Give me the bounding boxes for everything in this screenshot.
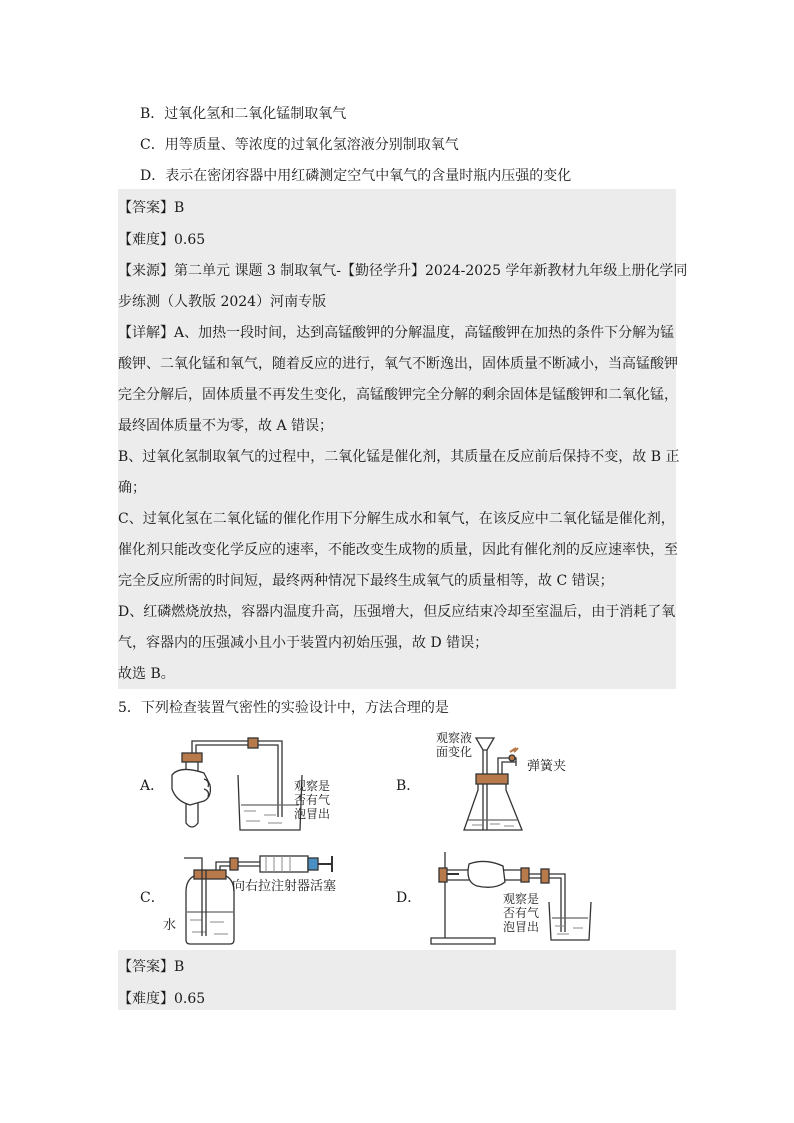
- q4-detail-line-8: 催化剂只能改变化学反应的速率，不能改变生成物的质量，因此有催化剂的反应速率快，至: [118, 542, 678, 558]
- q4-detail-line-6: 确；: [118, 480, 146, 496]
- fig-a-note-line-2: 否有气: [294, 793, 331, 807]
- q4-detail-line-1: 【详解】A、加热一段时间，达到高锰酸钾的分解温度，高锰酸钾在加热的条件下分解为锰: [118, 325, 675, 341]
- option-c: C．用等质量、等浓度的过氧化氢溶液分别制取氧气: [140, 137, 459, 153]
- fig-a-label: A．: [140, 778, 165, 794]
- q5-difficulty: 【难度】0.65: [118, 991, 206, 1007]
- q4-detail-line-9: 完全反应所需的时间短，最终两种情况下最终生成氧气的质量相等，故 C 错误；: [118, 573, 614, 589]
- q4-detail-line-10: D、红磷燃烧放热，容器内温度升高，压强增大，但反应结束冷却至室温后，由于消耗了氧: [118, 604, 676, 620]
- q4-detail-line-5: B、过氧化氢制取氧气的过程中，二氧化锰是催化剂，其质量在反应前后保持不变，故 B 正: [118, 449, 680, 465]
- fig-a-note: [294, 779, 330, 821]
- fig-d-note-line-2: 否有气: [503, 906, 540, 920]
- fig-a-note-line-1: 观察是: [294, 779, 331, 793]
- fig-c-note-left: 水: [163, 918, 177, 933]
- fig-b-label: B．: [396, 778, 421, 794]
- q4-source-line-2: 步练测（人教版 2024）河南专版: [118, 294, 327, 310]
- q4-answer: 【答案】B: [118, 200, 185, 216]
- fig-b-note-right: 弹簧夹: [527, 759, 567, 774]
- fig-d-note-line-1: 观察是: [503, 892, 540, 906]
- fig-a-note-line-3: 泡冒出: [294, 807, 331, 821]
- fig-b-apparatus: [460, 730, 550, 838]
- q4-explanation-block: [118, 189, 688, 689]
- q4-difficulty: 【难度】0.65: [118, 232, 206, 248]
- fig-b-note-left-line-1: 观察液: [436, 731, 473, 745]
- q4-detail-line-4: 最终固体质量不为零，故 A 错误；: [118, 418, 334, 434]
- fig-d-note: [503, 892, 539, 934]
- q4-source-line-1: 【来源】第二单元 课题 3 制取氧气-【勤径学升】2024-2025 学年新教材九年级上册化学同: [118, 263, 688, 279]
- q4-detail-line-2: 酸钾、二氧化锰和氧气，随着反应的进行，氧气不断逸出，固体质量不断减小，当高锰酸钾: [118, 356, 678, 372]
- fig-d-label: D．: [396, 890, 422, 906]
- fig-c-note-right: 向右拉注射器活塞: [232, 879, 337, 894]
- q4-detail-line-12: 故选 B。: [118, 666, 175, 682]
- q4-detail-line-7: C、过氧化氢在二氧化锰的催化作用下分解生成水和氧气，在该反应中二氧化锰是催化剂，: [118, 511, 675, 527]
- q4-detail-line-3: 完全分解后，固体质量不再发生变化，高锰酸钾完全分解的剩余固体是锰酸钾和二氧化锰，: [118, 387, 678, 403]
- q5-answer: 【答案】B: [118, 959, 185, 975]
- fig-b-note-left-line-2: 面变化: [436, 745, 473, 759]
- option-b: B．过氧化氢和二氧化锰制取氧气: [140, 106, 347, 122]
- fig-d-note-line-3: 泡冒出: [503, 920, 540, 934]
- fig-c-label: C．: [140, 890, 165, 906]
- fig-c-apparatus: [180, 848, 340, 948]
- q4-detail-line-11: 气，容器内的压强减小且小于装置内初始压强，故 D 错误；: [118, 635, 489, 651]
- option-d: D．表示在密闭容器中用红磷测定空气中氧气的含量时瓶内压强的变化: [140, 168, 572, 184]
- q5-explanation-block: [118, 950, 676, 1010]
- q5-stem: 5．下列检查装置气密性的实验设计中，方法合理的是: [118, 700, 449, 716]
